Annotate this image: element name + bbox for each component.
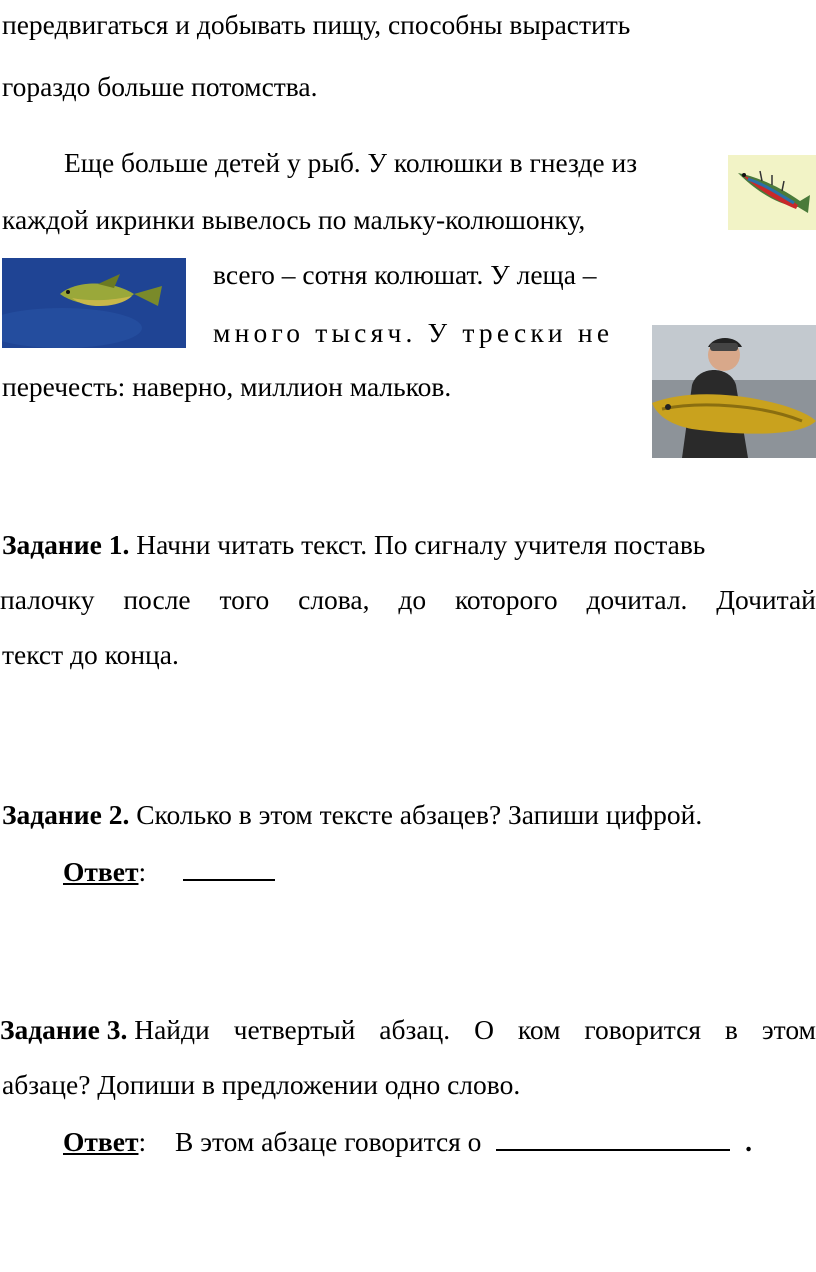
task1-label: Задание 1. — [2, 529, 130, 560]
story-line: всего – сотня колюшат. У леща – — [213, 259, 597, 290]
diver-with-cod-image — [652, 325, 816, 458]
story-line: передвигаться и добывать пищу, способны вырастить — [2, 9, 631, 40]
task2-line — [2, 800, 702, 830]
answer-end: . — [745, 1126, 753, 1157]
word: до — [398, 584, 427, 615]
story-line: гораздо больше потомства. — [2, 71, 318, 102]
story-line: много тысяч. У трески не — [213, 317, 614, 348]
task3-justified-line — [0, 1015, 816, 1045]
task1-justified-line — [0, 585, 816, 615]
task3-line: абзаце? Допиши в предложении одно слово. — [2, 1069, 521, 1100]
task3-label: Задание 3. — [0, 1014, 128, 1045]
task1-line: текст до конца. — [2, 639, 179, 670]
word: Найди — [134, 1014, 210, 1045]
word: которого — [454, 584, 558, 615]
answer-blank[interactable] — [183, 855, 275, 881]
word: ком — [517, 1014, 561, 1045]
task2-answer — [63, 855, 275, 887]
story-line: перечесть: наверно, миллион мальков. — [2, 371, 452, 402]
answer-label: Ответ — [63, 1126, 139, 1157]
word: того — [219, 584, 270, 615]
word: в — [724, 1014, 738, 1045]
answer-colon: : — [138, 1126, 147, 1157]
answer-text: В этом абзаце говорится о — [174, 1126, 482, 1157]
word: после — [123, 584, 191, 615]
word: Дочитай — [716, 584, 816, 615]
task2-label: Задание 2. — [2, 799, 130, 830]
answer-colon: : — [138, 856, 147, 887]
bream-fish-image — [2, 258, 186, 348]
task2-text: Сколько в этом тексте абзацев? Запиши цифрой. — [136, 799, 703, 830]
word: абзац. — [379, 1014, 451, 1045]
answer-blank[interactable] — [496, 1125, 730, 1151]
task1-line — [2, 530, 705, 560]
word: четвертый — [233, 1014, 356, 1045]
word: этом — [761, 1014, 816, 1045]
word: дочитал. — [586, 584, 688, 615]
task1-text: Начни читать текст. По сигналу учителя поставь — [136, 529, 706, 560]
task3-answer — [63, 1125, 752, 1157]
stickleback-fish-image — [728, 155, 816, 230]
word: палочку — [0, 584, 95, 615]
word: слова, — [298, 584, 370, 615]
answer-label: Ответ — [63, 856, 139, 887]
story-line: каждой икринки вывелось по мальку-колюшонку, — [2, 204, 586, 235]
word: О — [474, 1014, 494, 1045]
story-line: Еще больше детей у рыб. У колюшки в гнезде из — [64, 147, 638, 178]
word: говорится — [584, 1014, 701, 1045]
